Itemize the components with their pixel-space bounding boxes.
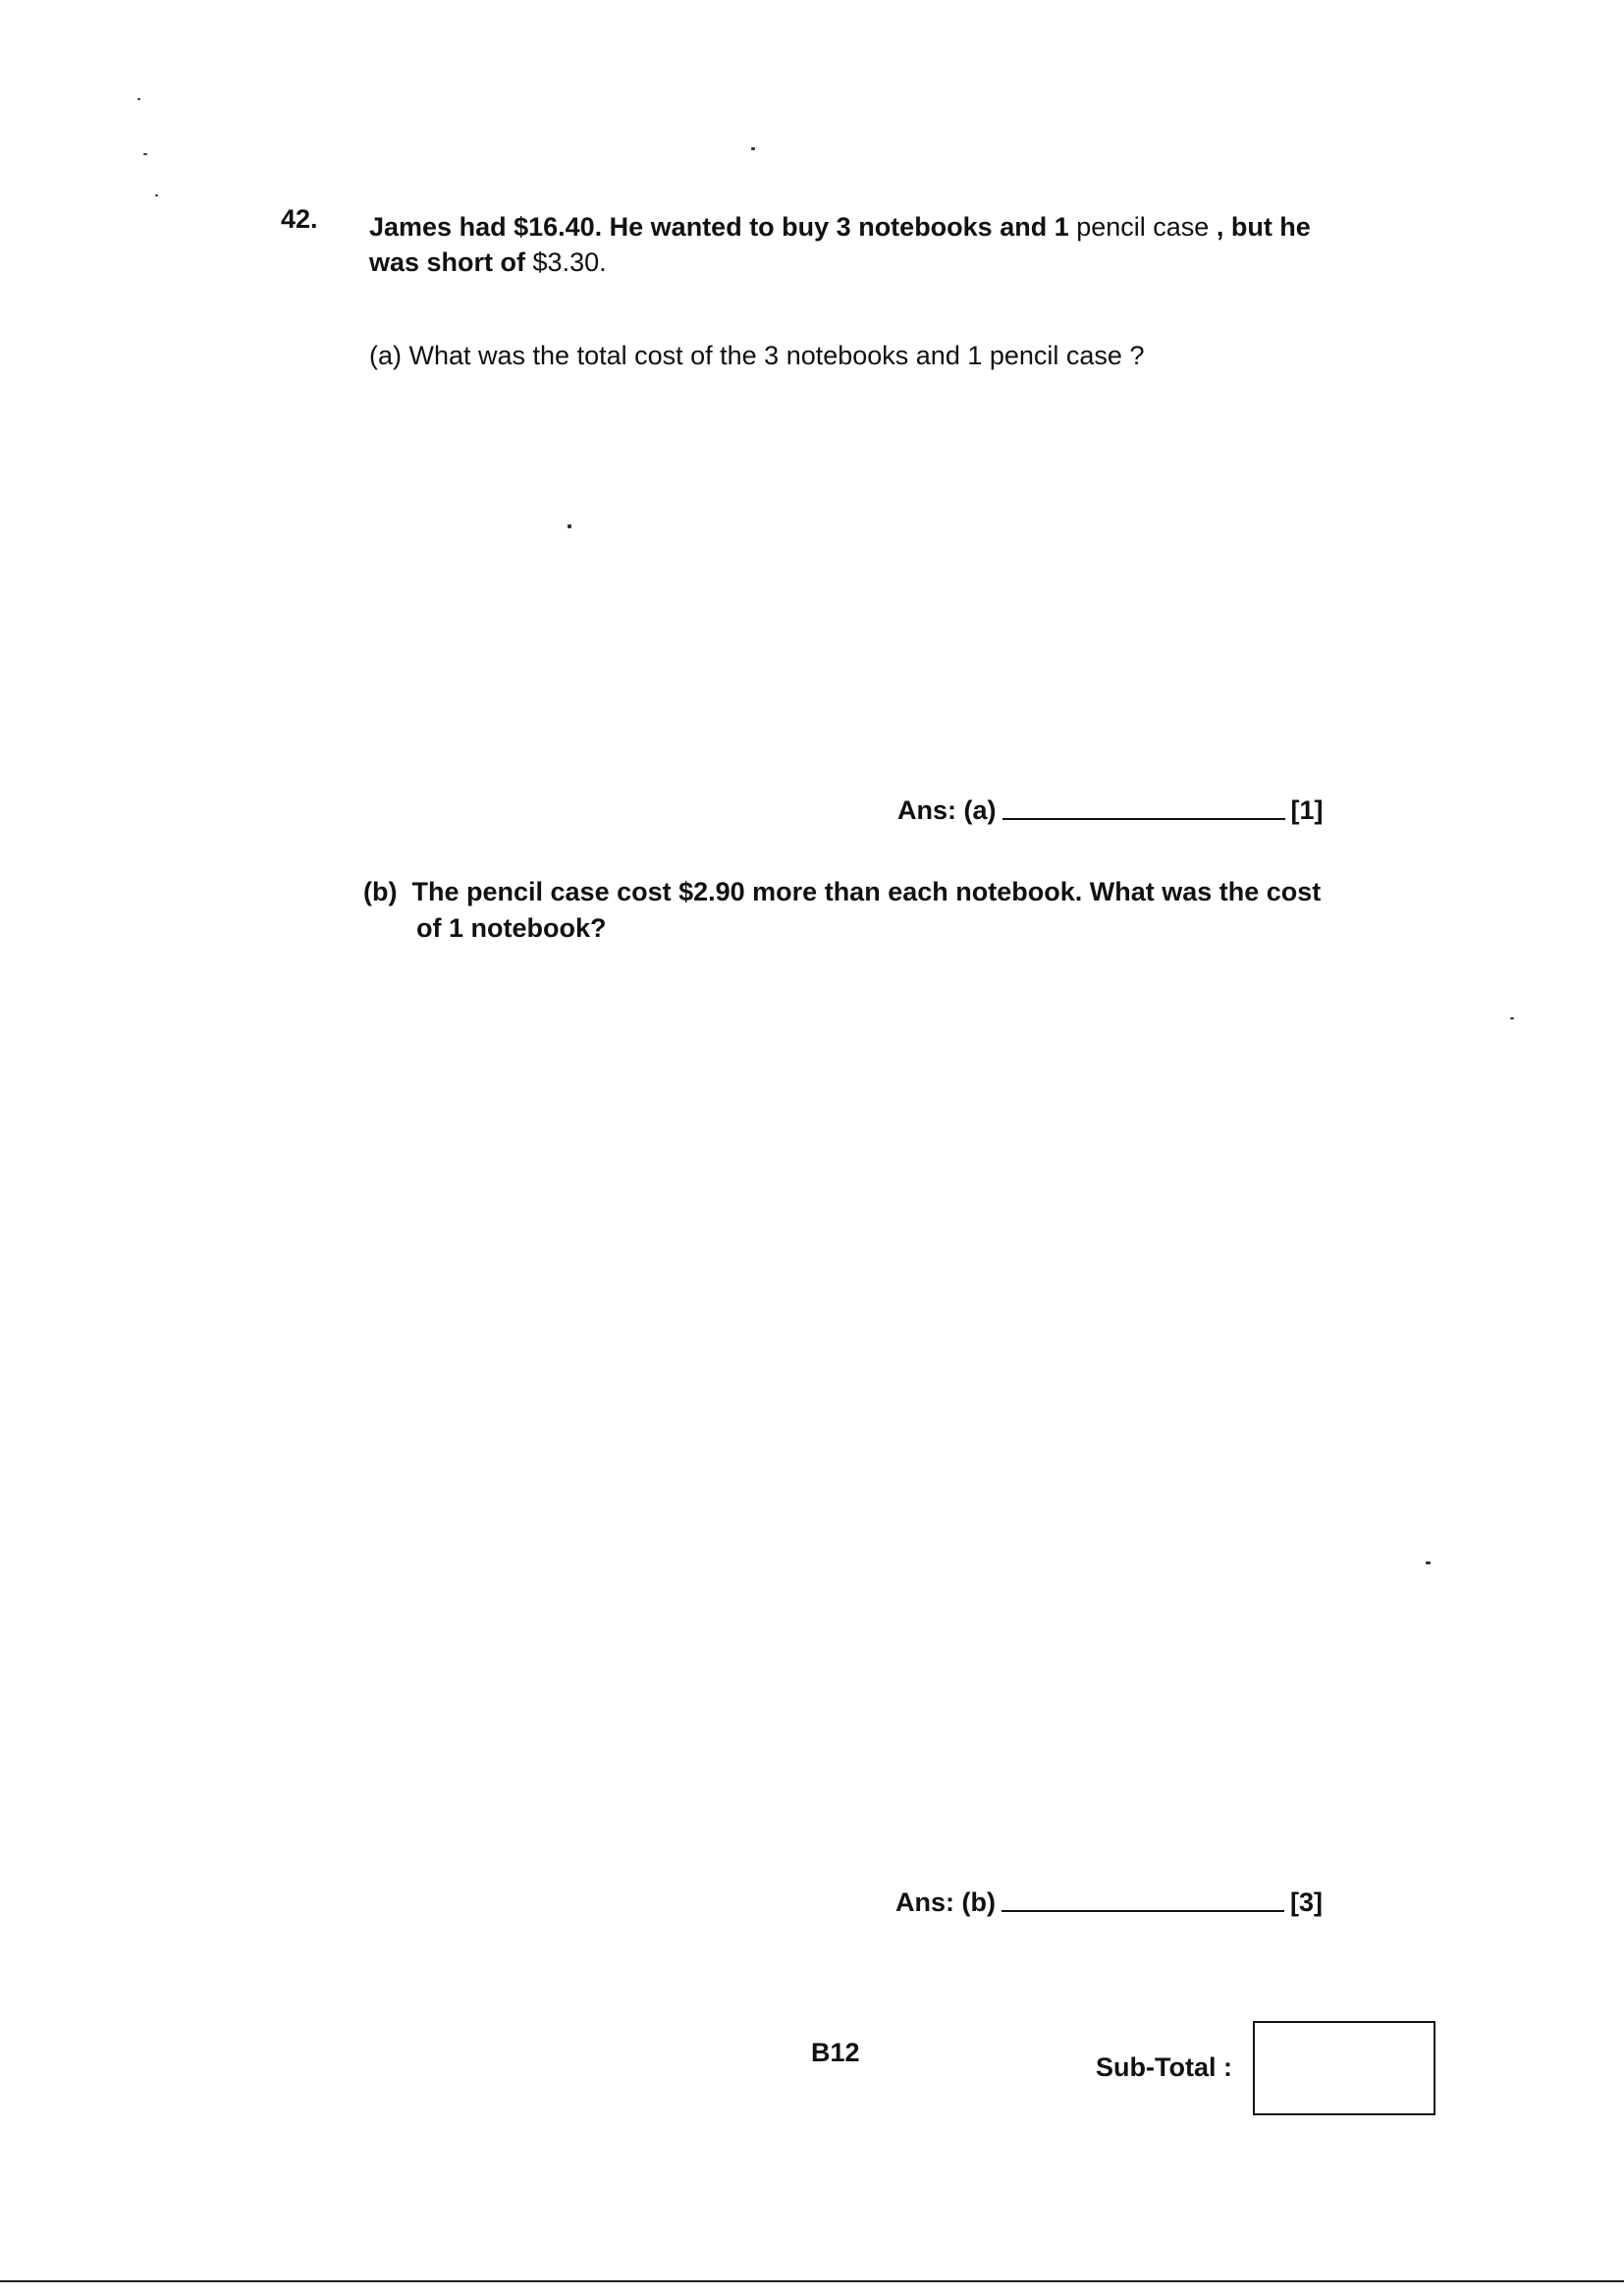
part-b-question-line-1 (363, 877, 1321, 907)
question-number: 42. (281, 204, 318, 234)
stem-text: pencil case (1076, 212, 1210, 242)
answer-label: Ans: (a) (897, 795, 997, 825)
scan-speck (143, 153, 147, 155)
scan-speck (155, 194, 158, 196)
answer-line-a (897, 795, 1324, 826)
answer-blank[interactable] (1002, 816, 1285, 820)
bottom-rule (0, 2280, 1624, 2282)
answer-line-b (895, 1887, 1323, 1918)
scan-speck (1510, 1017, 1514, 1019)
answer-label: Ans: (b) (895, 1887, 996, 1917)
marks: [3] (1289, 1887, 1323, 1917)
scan-speck (137, 98, 140, 100)
stem-text: James had $16.40. He wanted to buy 3 notebooks and 1 (369, 212, 1077, 242)
scan-speck (751, 147, 755, 150)
part-a-question: (a) What was the total cost of the 3 notebooks and 1 pencil case ? (369, 341, 1145, 370)
stem-text: was short of (369, 247, 533, 277)
question-stem-line-2 (369, 247, 607, 278)
answer-blank[interactable] (1001, 1908, 1284, 1912)
scan-speck (1426, 1561, 1431, 1564)
stem-amount: $3.30. (532, 247, 607, 277)
subtotal-label: Sub-Total : (1096, 2052, 1232, 2082)
part-b-question-line-2: of 1 notebook? (416, 913, 607, 943)
part-b-label: (b) (363, 877, 398, 906)
stem-text: , but he (1209, 212, 1311, 242)
scan-speck (568, 524, 571, 528)
question-stem-line-1 (369, 212, 1311, 243)
part-b-text: The pencil case cost $2.90 more than each notebook. What was the cost (411, 877, 1322, 906)
marks: [1] (1290, 795, 1324, 825)
page-code: B12 (811, 2038, 860, 2067)
subtotal-box[interactable] (1253, 2021, 1435, 2115)
